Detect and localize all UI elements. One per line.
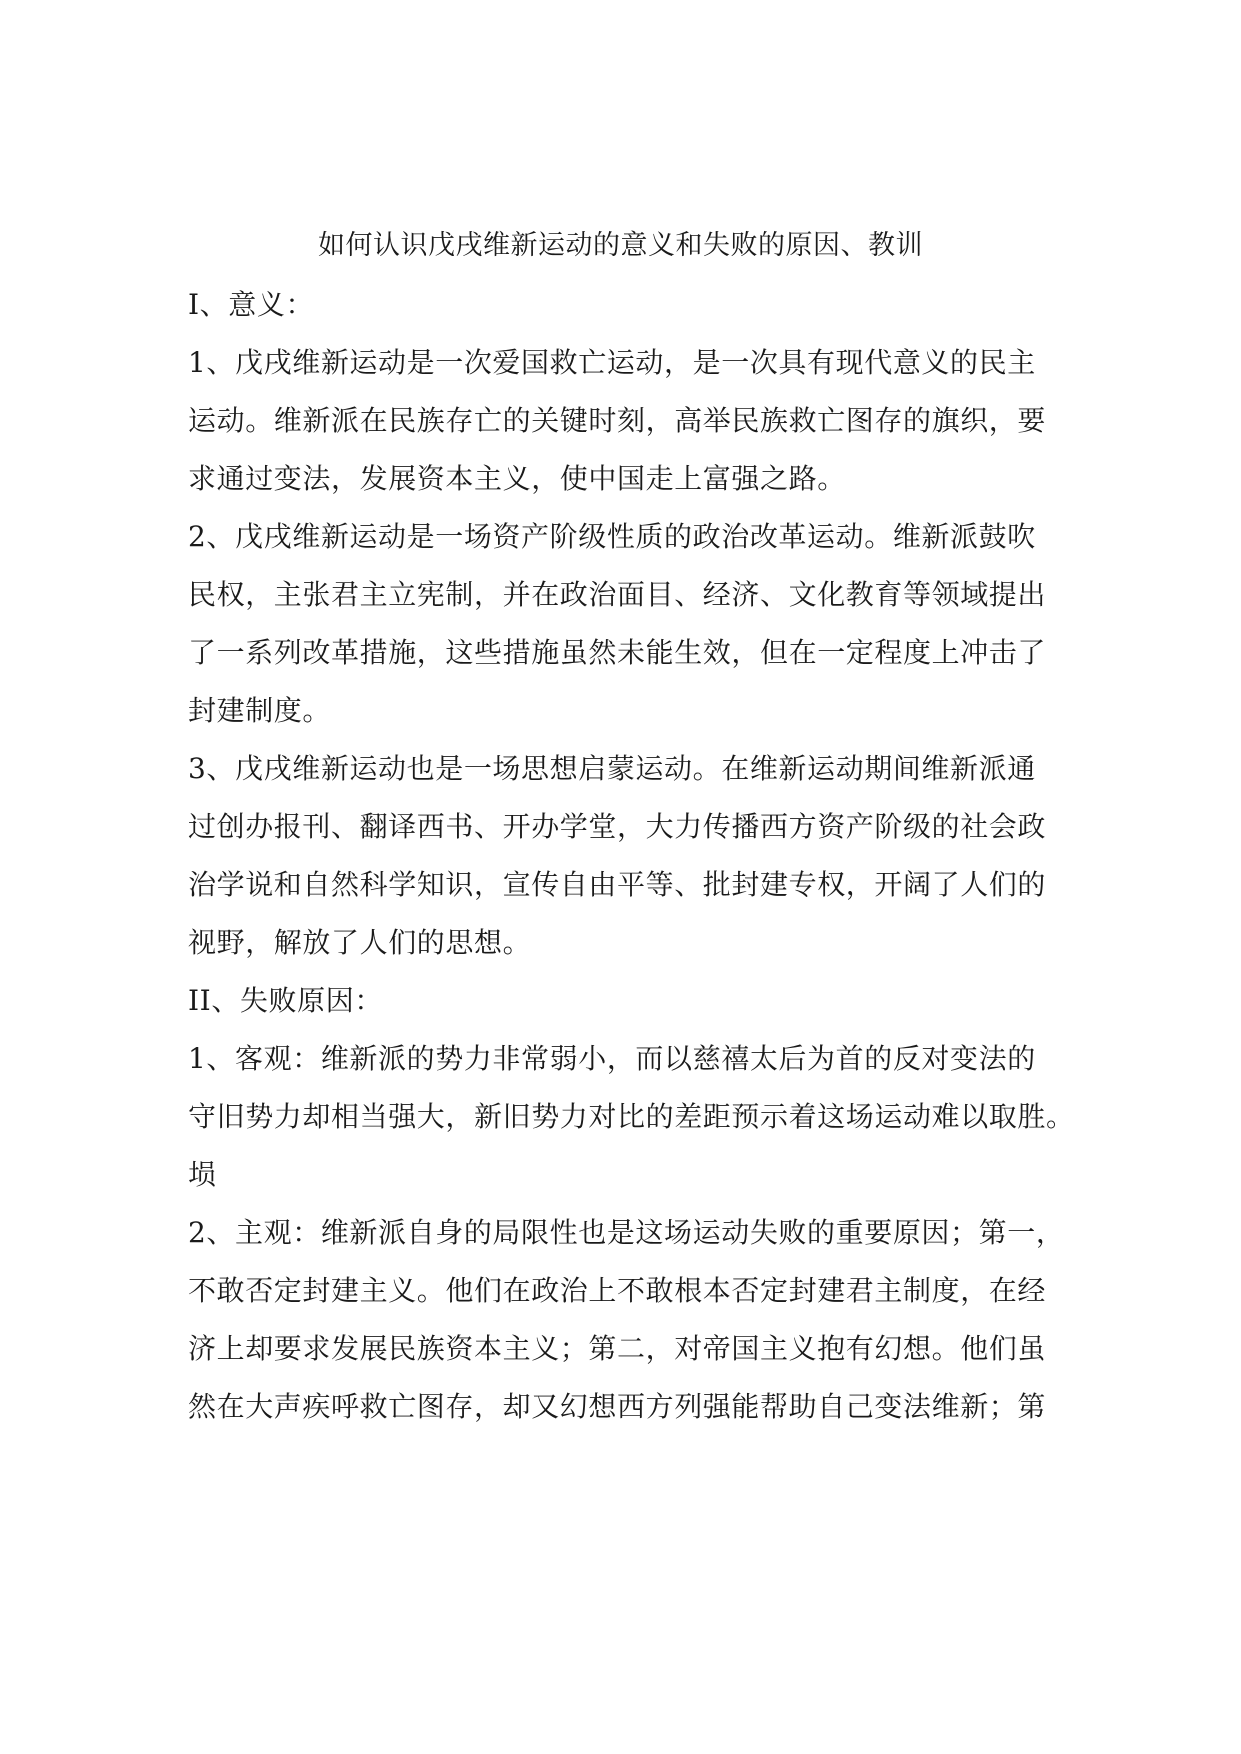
paragraph-line: 过创办报刊、翻译西书、开办学堂，大力传播西方资产阶级的社会政 — [188, 810, 1047, 843]
paragraph-line: 守旧势力却相当强大，新旧势力对比的差距预示着这场运动难以取胜。 — [188, 1100, 1075, 1133]
section-heading-significance: I、意义： — [188, 288, 315, 321]
paragraph-line: 了一系列改革措施，这些措施虽然未能生效，但在一定程度上冲击了 — [188, 636, 1047, 669]
document-title: 如何认识戊戌维新运动的意义和失败的原因、教训 — [318, 230, 923, 261]
paragraph-line: 济上却要求发展民族资本主义；第二，对帝国主义抱有幻想。他们虽 — [188, 1332, 1047, 1365]
paragraph-line: 视野，解放了人们的思想。 — [188, 926, 532, 959]
paragraph-line: 3、戊戌维新运动也是一场思想启蒙运动。在维新运动期间维新派通 — [188, 752, 1036, 785]
section-heading-failure-reasons: II、失败原因： — [188, 984, 383, 1017]
paragraph-line: 然在大声疾呼救亡图存，却又幻想西方列强能帮助自己变法维新；第 — [188, 1390, 1047, 1423]
paragraph-line: 民权，主张君主立宪制，并在政治面目、经济、文化教育等领域提出 — [188, 578, 1047, 611]
paragraph-line: 2、主观：维新派自身的局限性也是这场运动失败的重要原因；第一， — [188, 1216, 1065, 1249]
paragraph-line: 不敢否定封建主义。他们在政治上不敢根本否定封建君主制度，在经 — [188, 1274, 1047, 1307]
paragraph-line: 封建制度。 — [188, 694, 332, 727]
paragraph-line: 1、客观：维新派的势力非常弱小，而以慈禧太后为首的反对变法的 — [188, 1042, 1036, 1075]
paragraph-line: 2、戊戌维新运动是一场资产阶级性质的政治改革运动。维新派鼓吹 — [188, 520, 1036, 553]
paragraph-line: 求通过变法，发展资本主义，使中国走上富强之路。 — [188, 462, 846, 495]
paragraph-line: 运动。维新派在民族存亡的关键时刻，高举民族救亡图存的旗织，要 — [188, 404, 1047, 437]
paragraph-line: 治学说和自然科学知识，宣传自由平等、批封建专权，开阔了人们的 — [188, 868, 1047, 901]
stray-character: 埙 — [188, 1158, 217, 1191]
paragraph-line: 1、戊戌维新运动是一次爱国救亡运动，是一次具有现代意义的民主 — [188, 346, 1036, 379]
